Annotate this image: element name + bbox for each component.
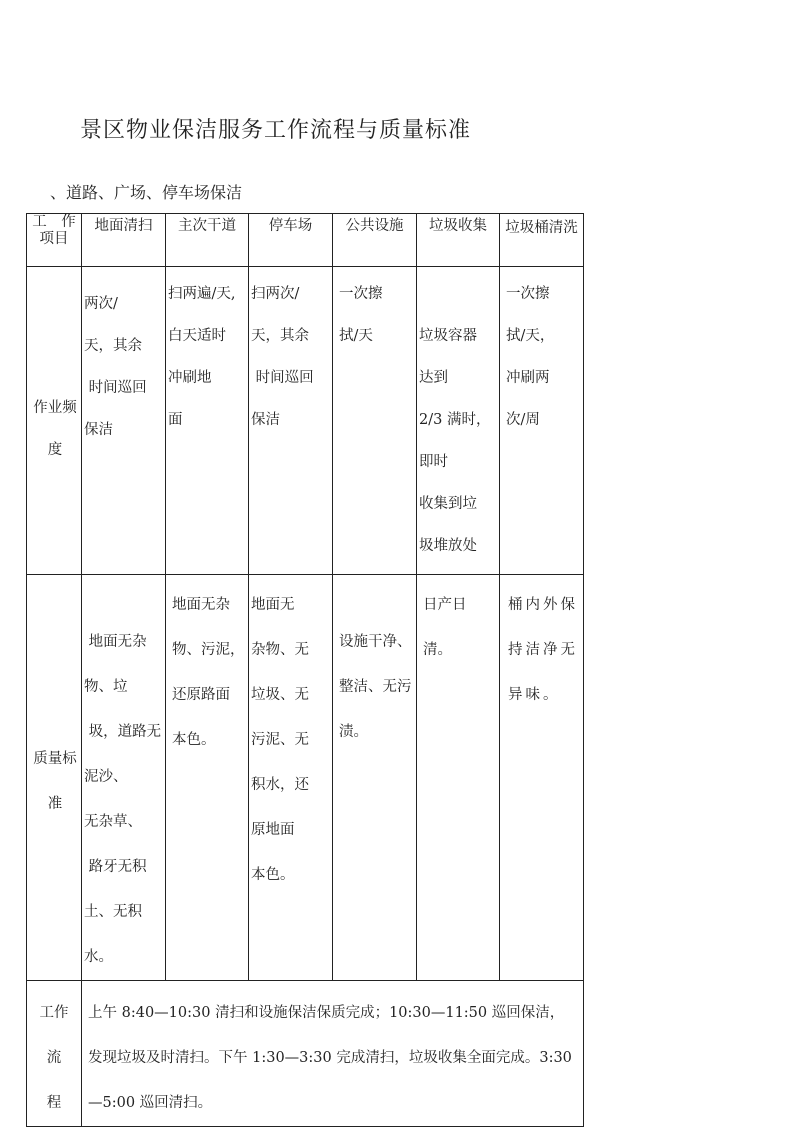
quality-cell: 地面无杂 物、垃 圾，道路无 泥沙、 无杂草、 路牙无积 土、无积水。 [82, 575, 166, 981]
header-parking-lot: 停车场 [249, 214, 333, 267]
header-public-facilities: 公共设施 [333, 214, 417, 267]
cleaning-standards-table [26, 213, 584, 1127]
row-label-frequency: 作业频 度 [27, 267, 82, 575]
header-main-roads: 主次干道 [166, 214, 249, 267]
section-heading: 、道路、广场、停车场保洁 [50, 183, 243, 202]
table-row [27, 981, 584, 1127]
frequency-cell: 两次/ 天，其余 时间巡回 保洁 [82, 267, 166, 575]
row-label-quality: 质量标 准 [27, 575, 82, 981]
quality-cell: 设施干净、 整洁、无污 渍。 [333, 575, 417, 981]
document-title: 景区物业保洁服务工作流程与质量标准 [80, 118, 472, 143]
frequency-cell: 一次擦 拭/天， 冲刷两 次/周 [500, 267, 584, 575]
quality-cell: 日产日 清。 [417, 575, 500, 981]
header-ground-sweeping: 地面清扫 [82, 214, 166, 267]
frequency-cell: 一次擦 拭/天 [333, 267, 417, 575]
quality-cell: 地面无杂 物、污泥， 还原路面 本色。 [166, 575, 249, 981]
frequency-cell: 扫两次/ 天，其余 时间巡回 保洁 [249, 267, 333, 575]
quality-cell: 地面无 杂物、无 垃圾、无 污泥、无 积水，还 原地面 本色。 [249, 575, 333, 981]
table-row [27, 267, 584, 575]
table-row [27, 575, 584, 981]
workflow-cell: 上午 8:40—10:30 清扫和设施保洁保质完成；10:30—11:50 巡回保洁，发现垃圾及时清扫。下午 1:30—3:30 完成清扫，垃圾收集全面完成。3:30—5:00 巡回清扫。 [82, 981, 584, 1127]
frequency-cell: 垃圾容器 达到 2/3 满时， 即时 收集到垃 圾堆放处 [417, 267, 500, 575]
row-label-workflow: 工作流 程 [27, 981, 82, 1127]
frequency-cell: 扫两遍/天, 白天适时 冲刷地 面 [166, 267, 249, 575]
header-bin-cleaning: 垃圾桶清洗 [500, 214, 584, 267]
header-garbage-collection: 垃圾收集 [417, 214, 500, 267]
table-header-row [27, 214, 584, 267]
header-work-item: 工 作 项目 [27, 214, 82, 267]
quality-cell: 桶内外保 持洁净无 异味。 [500, 575, 584, 981]
